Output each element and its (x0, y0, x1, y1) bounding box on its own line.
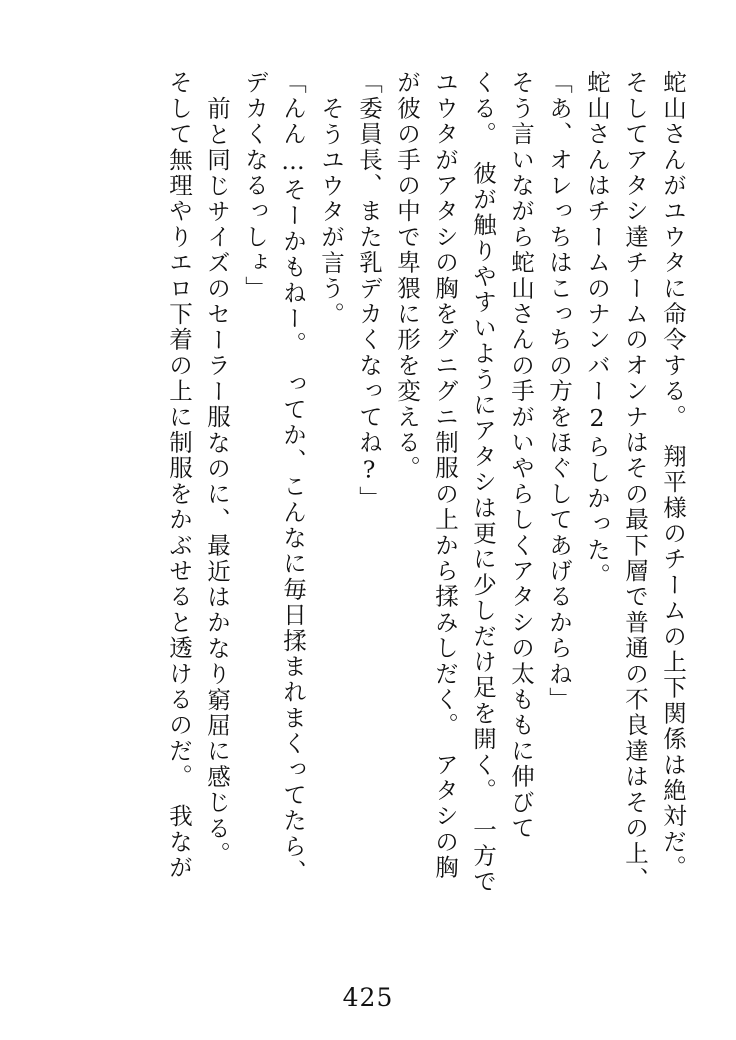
text-line: そうユウタが言う。 (317, 96, 345, 328)
text-line: 「委員長、また乳デカくなってね?」 (355, 70, 383, 512)
page-number: 425 (342, 983, 394, 1012)
text-line: 蛇山さんがユウタに命令する。 翔平様のチームの上下関係は絶対だ。 (659, 70, 687, 881)
text-line: 「あ、オレっちはこっちの方をほぐしてあげるからね」 (545, 70, 573, 713)
text-line: が彼の手の中で卑猥に形を変える。 (393, 70, 421, 482)
text-line: くる。 彼が触りやすいようにアタシは更に少しだけ足を開く。 一方で (469, 70, 497, 895)
text-line: 蛇山さんはチームのナンバー2らしかった。 (583, 70, 611, 589)
text-line: 「んん…そーかもねー。 ってか、こんなに毎日揉まれまくってたら、 (279, 70, 307, 886)
text-line: そしてアタシ達チームのオンナはその最下層で普通の不良達はその上、 (621, 70, 649, 893)
text-line: デカくなるっしょ」 (241, 70, 269, 302)
text-line: そして無理やりエロ下着の上に制服をかぶせると透けるのだ。 我なが (165, 70, 193, 881)
vertical-text-block (52, 70, 687, 970)
text-line: そう言いながら蛇山さんの手がいやらしくアタシの太ももに伸びて (507, 70, 535, 841)
text-line: 前と同じサイズのセーラー服なのに、最近はかなり窮屈に感じる。 (203, 96, 231, 867)
text-line: ユウタがアタシの胸をグニグニ制服の上から揉みしだく。 アタシの胸 (431, 70, 459, 881)
